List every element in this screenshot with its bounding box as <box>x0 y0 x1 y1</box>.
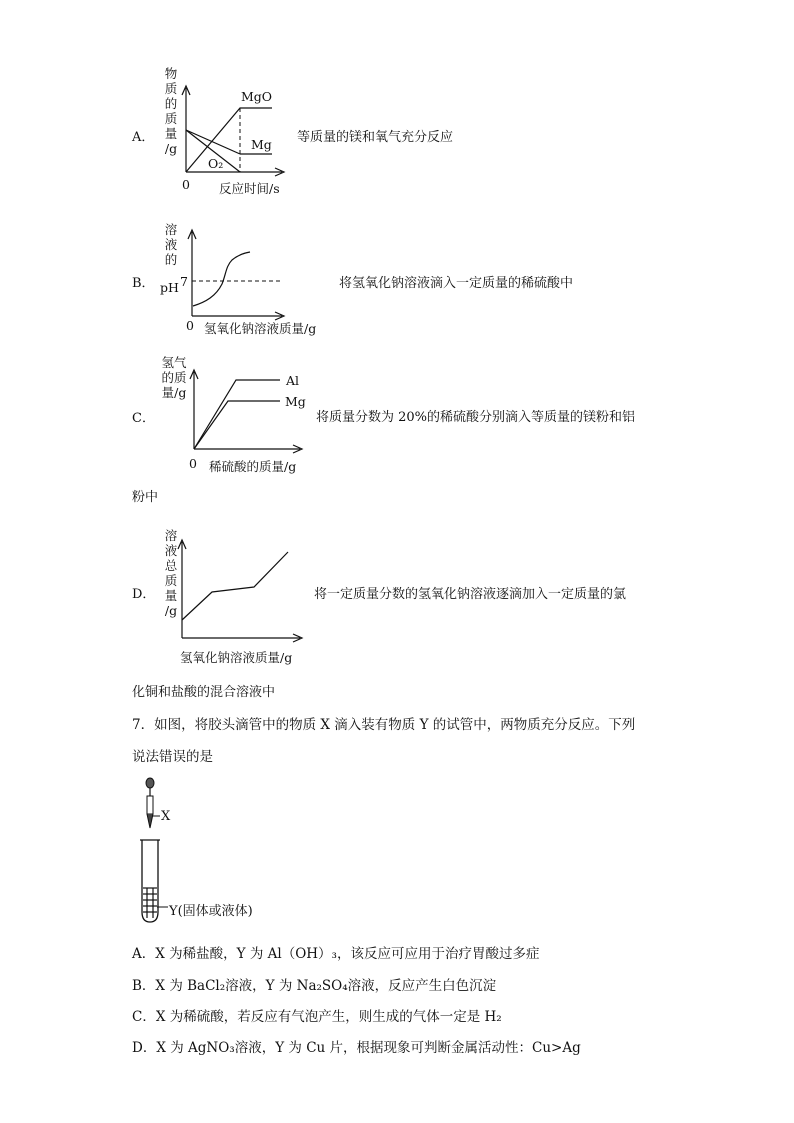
option-a-ylabel-4: 量 <box>164 126 178 141</box>
question-7-choice-c: C．X 为稀硫酸，若反应有气泡产生，则生成的气体一定是 H₂ <box>132 1009 502 1025</box>
option-b-letter: B． <box>132 276 155 291</box>
option-c-description-continued: 粉中 <box>132 490 159 505</box>
option-c-origin: 0 <box>189 456 197 471</box>
option-a-letter: A． <box>132 130 155 145</box>
option-b-origin: 0 <box>186 318 194 333</box>
dropper-tube-icon <box>147 796 153 814</box>
option-c-label-mg: Mg <box>285 394 306 409</box>
question-7-stem-line1: 7．如图，将胶头滴管中的物质 X 滴入装有物质 Y 的试管中，两物质充分反应。下列 <box>132 717 636 733</box>
option-c-ylabel-1: 的质 <box>161 370 187 385</box>
dropper-bulb-icon <box>146 778 154 788</box>
label-y: Y(固体或液体) <box>169 904 253 919</box>
option-a-label-mgo: MgO <box>241 89 273 104</box>
option-c-letter: C． <box>132 411 155 426</box>
option-c-ylabel-2: 量/g <box>161 385 187 400</box>
option-a-xlabel: 反应时间/s <box>219 181 280 196</box>
question-7-choice-b: B．X 为 BaCl₂溶液，Y 为 Na₂SO₄溶液，反应产生白色沉淀 <box>132 978 497 994</box>
option-d-xlabel: 氢氧化钠溶液质量/g <box>180 650 293 665</box>
test-tube-contents-icon <box>143 888 157 918</box>
question-7-choice-a: A．X 为稀盐酸，Y 为 Al（OH）₃，该反应可应用于治疗胃酸过多症 <box>132 946 540 962</box>
option-a-origin: 0 <box>182 177 190 192</box>
option-b-tick-7: 7 <box>180 274 188 289</box>
option-d-description-continued: 化铜和盐酸的混合溶液中 <box>132 685 276 700</box>
option-b-xlabel: 氢氧化钠溶液质量/g <box>204 321 317 336</box>
option-b-ylabel-2: 的 <box>164 252 178 267</box>
option-d-ylabel-1: 液 <box>164 543 178 558</box>
option-d-ylabel-5: /g <box>164 603 178 618</box>
option-b-ylabel-1: 液 <box>164 237 178 252</box>
question-7-choice-d: D．X 为 AgNO₃溶液，Y 为 Cu 片，根据现象可判断金属活动性：Cu>Ag <box>132 1040 581 1056</box>
option-a-ylabel-0: 物 <box>164 66 178 81</box>
option-a-ylabel-5: /g <box>164 141 178 156</box>
option-d-letter: D． <box>132 587 156 602</box>
option-a-ylabel-2: 的 <box>164 96 178 111</box>
option-d-ylabel-0: 溶 <box>164 528 178 543</box>
option-d-ylabel-3: 质 <box>164 573 178 588</box>
option-d-ylabel-2: 总 <box>164 558 178 573</box>
label-x: X <box>161 809 171 824</box>
option-a-ylabel-3: 质 <box>164 111 178 126</box>
option-b-ylabel-0: 溶 <box>164 222 178 237</box>
option-a-label-mg: Mg <box>251 137 272 152</box>
question-7-stem-line2: 说法错误的是 <box>132 749 213 765</box>
option-a-description: 等质量的镁和氧气充分反应 <box>297 130 454 145</box>
option-c-label-al: Al <box>286 373 300 388</box>
option-d-description: 将一定质量分数的氢氧化钠溶液逐滴加入一定质量的氯 <box>314 587 627 602</box>
option-b-ylabel-ph: pH <box>160 280 179 295</box>
option-d-ylabel-4: 量 <box>164 588 178 603</box>
option-c-xlabel: 稀硫酸的质量/g <box>209 459 297 474</box>
option-c-ylabel-0: 氢气 <box>161 355 187 370</box>
option-a-ylabel-1: 质 <box>164 81 178 96</box>
option-c-description: 将质量分数为 20%的稀硫酸分别滴入等质量的镁粉和铝 <box>316 410 636 425</box>
option-b-description: 将氢氧化钠溶液滴入一定质量的稀硫酸中 <box>339 276 574 291</box>
test-tube-icon <box>142 840 158 922</box>
option-a-label-o2: O₂ <box>208 156 224 171</box>
